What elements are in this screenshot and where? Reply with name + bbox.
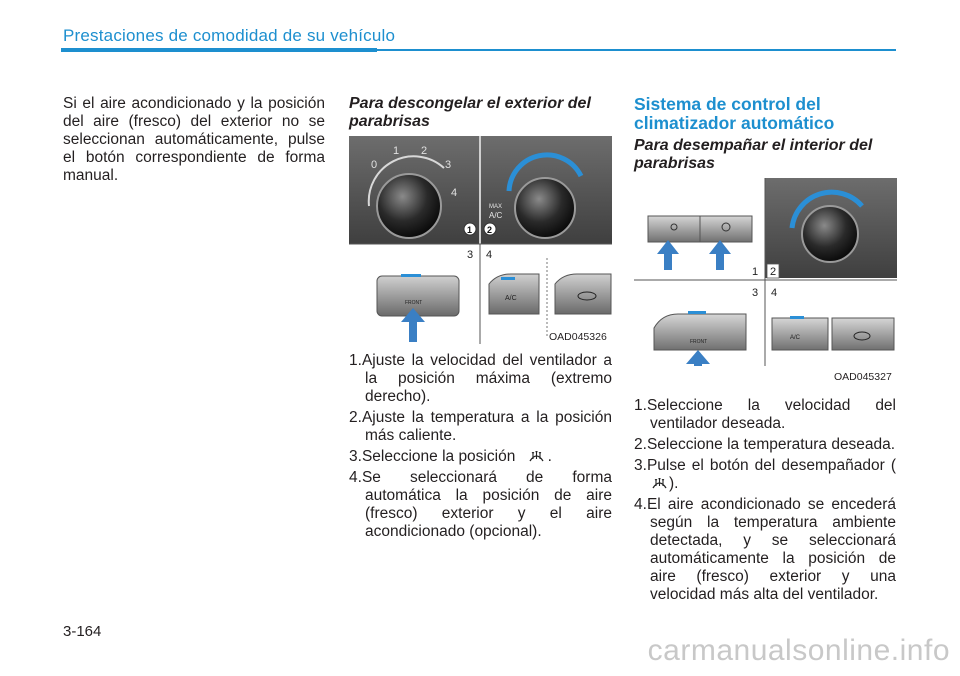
ac-button-label: A/C <box>505 295 517 302</box>
quadrant-1-label: 1 <box>752 266 759 278</box>
step-item: 4.El aire acondicionado se encederá según la temperatura ambiente detectada, y se seleccionará automáticamente la posición de aire (fresco) exterior y una velocidad más alta del ventilador. <box>634 496 896 603</box>
front-defrost-label: FRONT <box>405 300 423 306</box>
step-item: 3.Pulse el botón del desempañador (). <box>634 457 896 492</box>
figure-code: OAD045326 <box>549 331 607 343</box>
defrost-exterior-steps <box>349 352 612 544</box>
fan-speed-4: 4 <box>451 187 458 199</box>
step-item: 2.Seleccione la temperatura deseada. <box>634 436 896 453</box>
quadrant-2-label: 2 <box>770 266 777 278</box>
figure-code: OAD045327 <box>834 371 892 383</box>
quadrant-4-label: 4 <box>486 249 493 261</box>
step-item: 3.Seleccione la posición . <box>349 448 552 465</box>
header-rule-thick <box>61 48 377 52</box>
watermark: carmanualsonline.info <box>647 634 950 667</box>
figure-defog-interior <box>634 178 897 385</box>
control-panel-illustration <box>349 136 612 344</box>
quadrant-3-label: 3 <box>467 249 474 261</box>
front-defrost-label: FRONT <box>690 339 708 345</box>
running-header: Prestaciones de comodidad de su vehículo <box>63 26 396 45</box>
ac-button-label: A/C <box>790 335 801 341</box>
defog-interior-heading: Para desempañar el interior del parabrisas <box>634 137 873 172</box>
fan-speed-0: 0 <box>371 159 378 171</box>
control-panel-illustration <box>634 178 897 385</box>
figure-defrost-exterior <box>349 136 612 344</box>
quadrant-4-label: 4 <box>771 287 778 299</box>
step-item: 1.Seleccione la velocidad del ventilador deseada. <box>634 397 896 432</box>
front-defrost-icon <box>651 475 668 490</box>
intro-paragraph: Si el aire acondicionado y la posición del aire (fresco) del exterior no se seleccionan automáticamente, pulse el botón correspondiente de forma manual. <box>63 95 325 184</box>
header-rule-thin <box>377 49 896 51</box>
callout-2: 2 <box>487 225 493 235</box>
defrost-exterior-heading: Para descongelar el exterior del parabrisas <box>349 95 591 130</box>
fan-speed-1: 1 <box>393 145 400 157</box>
defog-interior-steps <box>634 397 896 607</box>
step-item: 1.Ajuste la velocidad del ventilador a la posición máxima (extremo derecho). <box>349 352 612 405</box>
max-label: MAX <box>489 204 503 210</box>
page-number: 3-164 <box>63 623 102 640</box>
fan-speed-3: 3 <box>445 159 452 171</box>
step-item: 4.Se seleccionará de forma automática la posición de aire (fresco) exterior y el aire acondicionado (opcional). <box>349 469 612 540</box>
step-item: 2.Ajuste la temperatura a la posición más caliente. <box>349 409 612 444</box>
front-defrost-icon <box>528 448 545 463</box>
callout-1: 1 <box>467 225 473 235</box>
auto-climate-section-title: Sistema de control del climatizador automático <box>634 94 835 133</box>
fan-speed-2: 2 <box>421 145 428 157</box>
max-ac-label: A/C <box>489 211 503 220</box>
quadrant-3-label: 3 <box>752 287 759 299</box>
